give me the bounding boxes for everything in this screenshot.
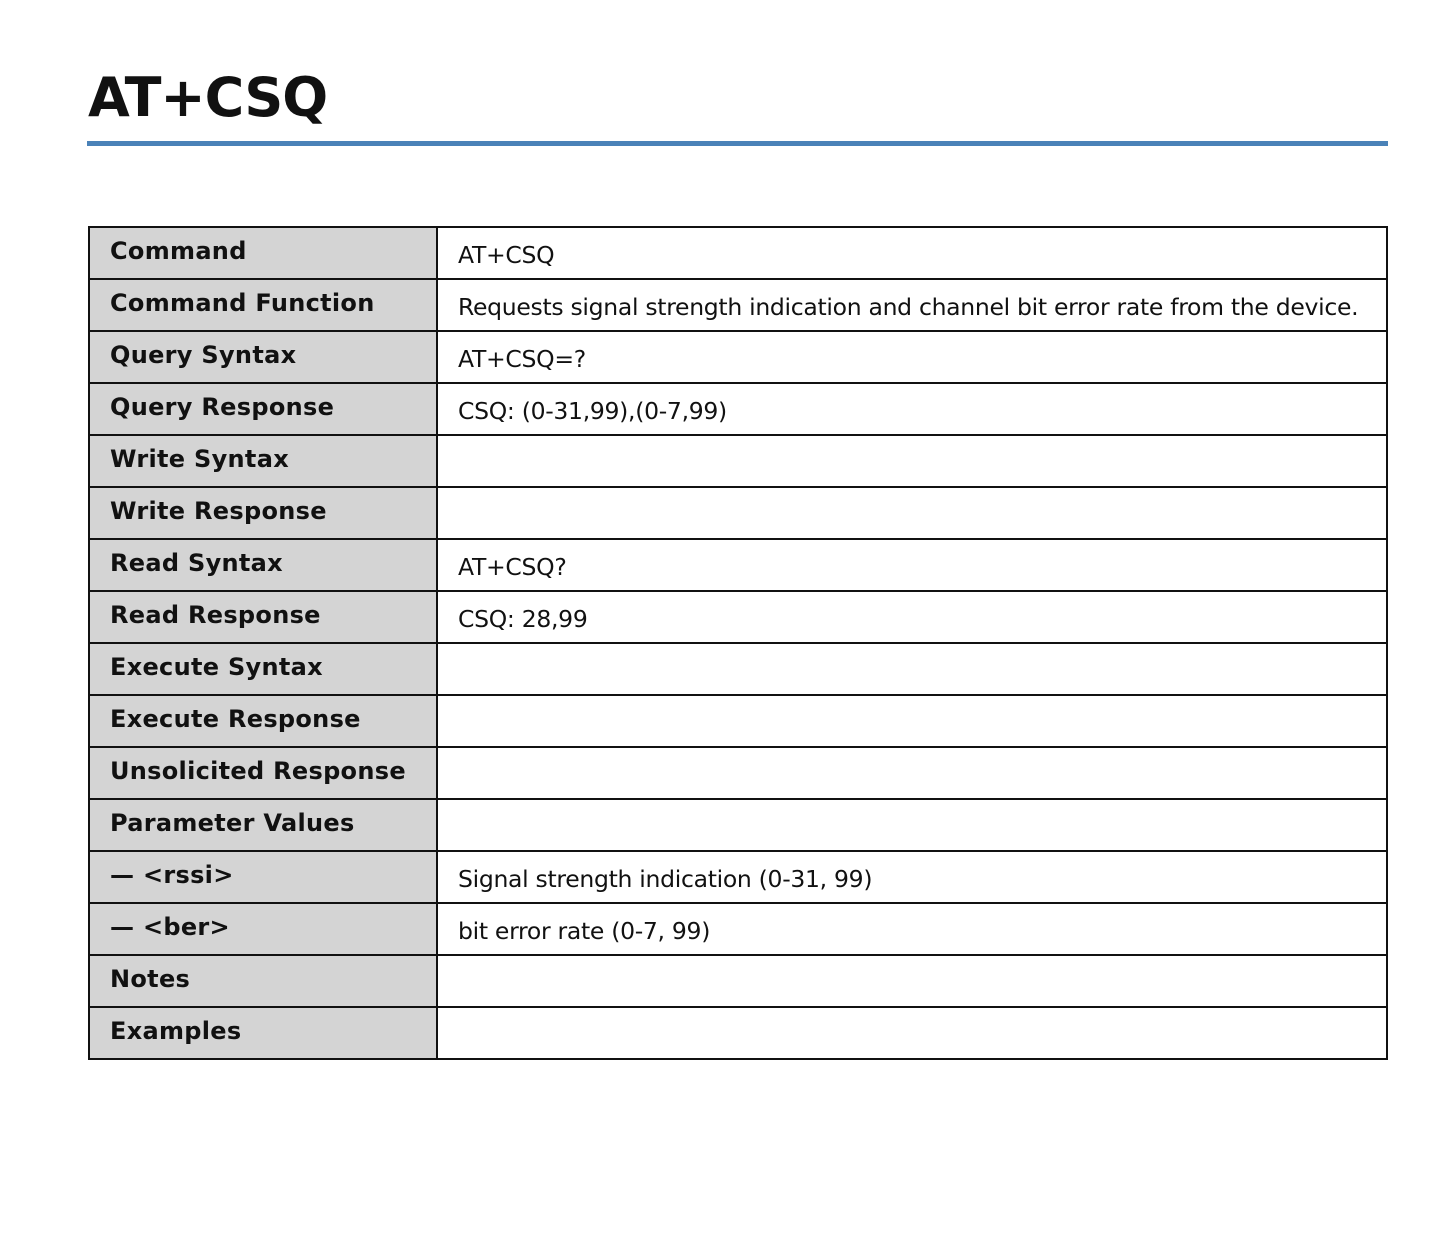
row-label: — <ber> bbox=[89, 903, 437, 955]
row-label: Write Response bbox=[89, 487, 437, 539]
row-label: Examples bbox=[89, 1007, 437, 1059]
title-divider bbox=[87, 141, 1388, 146]
table-row-examples bbox=[89, 1007, 1387, 1059]
row-value bbox=[437, 955, 1387, 1007]
table-row-param-ber bbox=[89, 903, 1387, 955]
row-label: Parameter Values bbox=[89, 799, 437, 851]
row-label: Notes bbox=[89, 955, 437, 1007]
row-label: Command bbox=[89, 227, 437, 279]
row-value: AT+CSQ bbox=[437, 227, 1387, 279]
row-value: CSQ: 28,99 bbox=[437, 591, 1387, 643]
table-row-command bbox=[89, 227, 1387, 279]
table-row-param-rssi bbox=[89, 851, 1387, 903]
row-value: Requests signal strength indication and channel bit error rate from the device. bbox=[437, 279, 1387, 331]
table-row-read-response bbox=[89, 591, 1387, 643]
table-row-query-response bbox=[89, 383, 1387, 435]
table-row-unsolicited-response bbox=[89, 747, 1387, 799]
row-label: Write Syntax bbox=[89, 435, 437, 487]
table-row-execute-syntax bbox=[89, 643, 1387, 695]
table-row-query-syntax bbox=[89, 331, 1387, 383]
table-row-execute-response bbox=[89, 695, 1387, 747]
row-label: Command Function bbox=[89, 279, 437, 331]
table-row-notes bbox=[89, 955, 1387, 1007]
command-spec-table bbox=[88, 226, 1388, 1060]
row-value: CSQ: (0-31,99),(0-7,99) bbox=[437, 383, 1387, 435]
row-value bbox=[437, 1007, 1387, 1059]
row-value: bit error rate (0-7, 99) bbox=[437, 903, 1387, 955]
row-label: Execute Syntax bbox=[89, 643, 437, 695]
row-label: Unsolicited Response bbox=[89, 747, 437, 799]
row-value: AT+CSQ? bbox=[437, 539, 1387, 591]
row-value bbox=[437, 747, 1387, 799]
page-title: AT+CSQ bbox=[88, 66, 328, 129]
row-value bbox=[437, 695, 1387, 747]
row-value bbox=[437, 487, 1387, 539]
row-value: Signal strength indication (0-31, 99) bbox=[437, 851, 1387, 903]
table-row-read-syntax bbox=[89, 539, 1387, 591]
row-value bbox=[437, 799, 1387, 851]
row-value: AT+CSQ=? bbox=[437, 331, 1387, 383]
row-label: — <rssi> bbox=[89, 851, 437, 903]
table-row-write-response bbox=[89, 487, 1387, 539]
table-row-write-syntax bbox=[89, 435, 1387, 487]
row-label: Query Response bbox=[89, 383, 437, 435]
row-value bbox=[437, 435, 1387, 487]
row-label: Query Syntax bbox=[89, 331, 437, 383]
row-label: Execute Response bbox=[89, 695, 437, 747]
table-row-command-function bbox=[89, 279, 1387, 331]
table-row-parameter-values bbox=[89, 799, 1387, 851]
row-label: Read Response bbox=[89, 591, 437, 643]
row-label: Read Syntax bbox=[89, 539, 437, 591]
row-value bbox=[437, 643, 1387, 695]
